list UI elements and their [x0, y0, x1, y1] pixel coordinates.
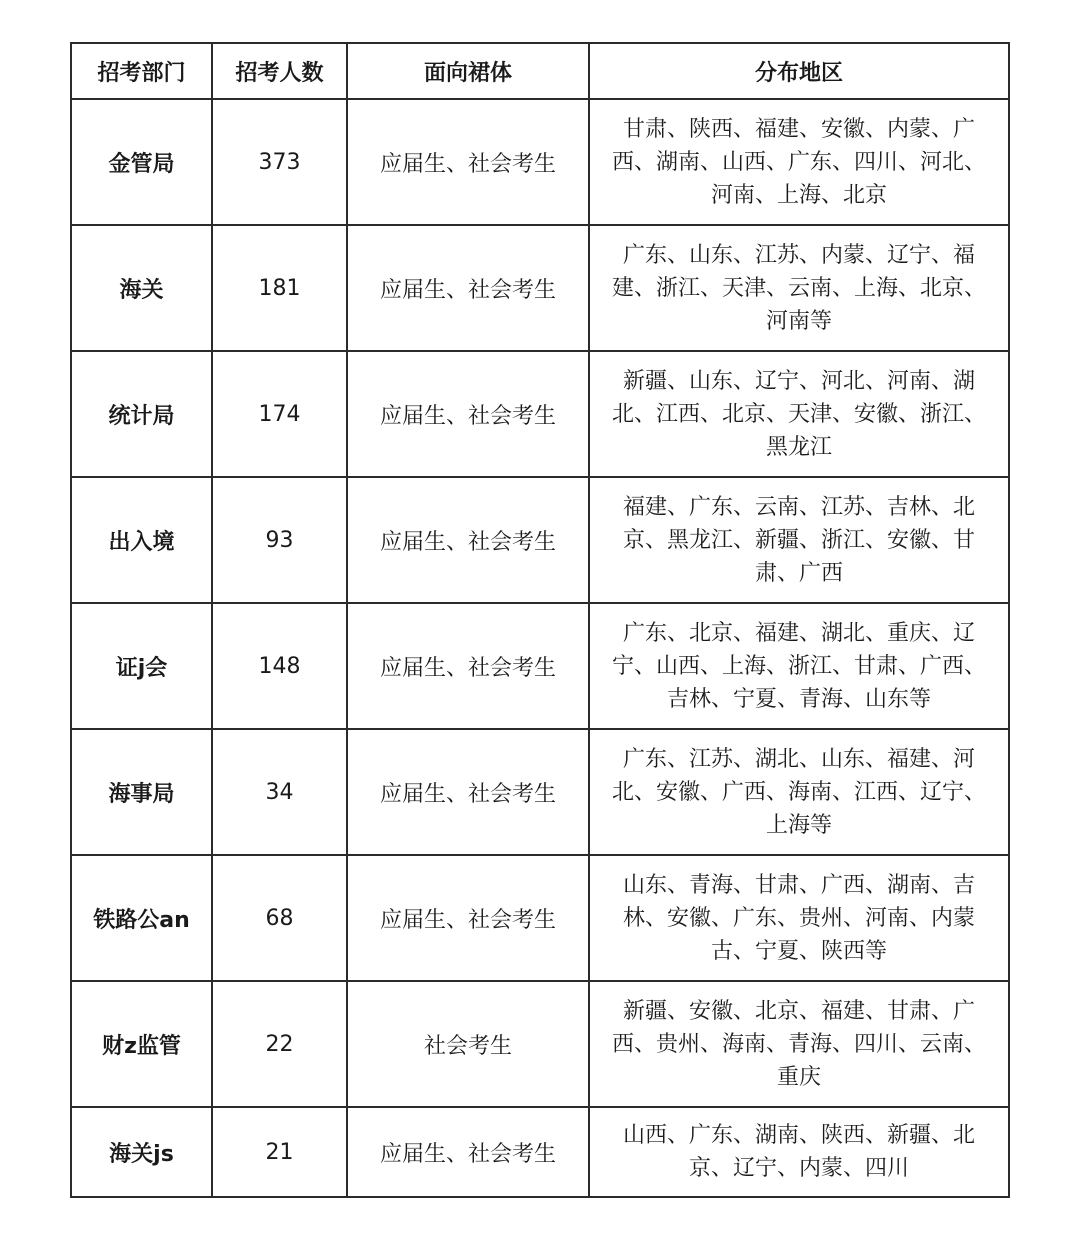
cell-target: 应届生、社会考生: [347, 1107, 589, 1197]
cell-regions: 甘肃、陕西、福建、安徽、内蒙、广西、湖南、山西、广东、四川、河北、河南、上海、北京: [589, 99, 1009, 225]
cell-dept: 铁路公an: [71, 855, 212, 981]
cell-dept: 金管局: [71, 99, 212, 225]
cell-count: 21: [212, 1107, 347, 1197]
cell-count: 373: [212, 99, 347, 225]
cell-count: 181: [212, 225, 347, 351]
recruitment-table-container: [70, 42, 1008, 1198]
cell-dept: 海事局: [71, 729, 212, 855]
cell-count: 174: [212, 351, 347, 477]
cell-target: 应届生、社会考生: [347, 855, 589, 981]
cell-count: 34: [212, 729, 347, 855]
header-row: [71, 43, 1009, 99]
cell-dept: 海关: [71, 225, 212, 351]
table-row: [71, 477, 1009, 603]
cell-dept: 证j会: [71, 603, 212, 729]
cell-count: 68: [212, 855, 347, 981]
cell-dept: 财z监管: [71, 981, 212, 1107]
header-count: 招考人数: [212, 43, 347, 99]
cell-regions: 广东、江苏、湖北、山东、福建、河北、安徽、广西、海南、江西、辽宁、上海等: [589, 729, 1009, 855]
cell-target: 应届生、社会考生: [347, 99, 589, 225]
cell-target: 应届生、社会考生: [347, 225, 589, 351]
table-row: [71, 1107, 1009, 1197]
cell-regions: 福建、广东、云南、江苏、吉林、北京、黑龙江、新疆、浙江、安徽、甘肃、广西: [589, 477, 1009, 603]
cell-target: 应届生、社会考生: [347, 351, 589, 477]
header-regions: 分布地区: [589, 43, 1009, 99]
table-header: [71, 43, 1009, 99]
header-target: 面向裙体: [347, 43, 589, 99]
table-row: [71, 99, 1009, 225]
cell-target: 应届生、社会考生: [347, 477, 589, 603]
cell-dept: 统计局: [71, 351, 212, 477]
table-row: [71, 351, 1009, 477]
cell-dept: 海关js: [71, 1107, 212, 1197]
cell-count: 22: [212, 981, 347, 1107]
cell-regions: 山西、广东、湖南、陕西、新疆、北京、辽宁、内蒙、四川: [589, 1107, 1009, 1197]
cell-regions: 山东、青海、甘肃、广西、湖南、吉林、安徽、广东、贵州、河南、内蒙古、宁夏、陕西等: [589, 855, 1009, 981]
cell-regions: 广东、北京、福建、湖北、重庆、辽宁、山西、上海、浙江、甘肃、广西、吉林、宁夏、青海、山东等: [589, 603, 1009, 729]
table-row: [71, 603, 1009, 729]
cell-target: 应届生、社会考生: [347, 603, 589, 729]
header-dept: 招考部门: [71, 43, 212, 99]
cell-regions: 新疆、安徽、北京、福建、甘肃、广西、贵州、海南、青海、四川、云南、重庆: [589, 981, 1009, 1107]
table-body: [71, 99, 1009, 1197]
cell-target: 社会考生: [347, 981, 589, 1107]
cell-count: 148: [212, 603, 347, 729]
table-row: [71, 225, 1009, 351]
cell-target: 应届生、社会考生: [347, 729, 589, 855]
table-row: [71, 981, 1009, 1107]
table-row: [71, 855, 1009, 981]
cell-regions: 新疆、山东、辽宁、河北、河南、湖北、江西、北京、天津、安徽、浙江、黑龙江: [589, 351, 1009, 477]
cell-regions: 广东、山东、江苏、内蒙、辽宁、福建、浙江、天津、云南、上海、北京、河南等: [589, 225, 1009, 351]
cell-dept: 出入境: [71, 477, 212, 603]
table-row: [71, 729, 1009, 855]
recruitment-table: [70, 42, 1010, 1198]
cell-count: 93: [212, 477, 347, 603]
